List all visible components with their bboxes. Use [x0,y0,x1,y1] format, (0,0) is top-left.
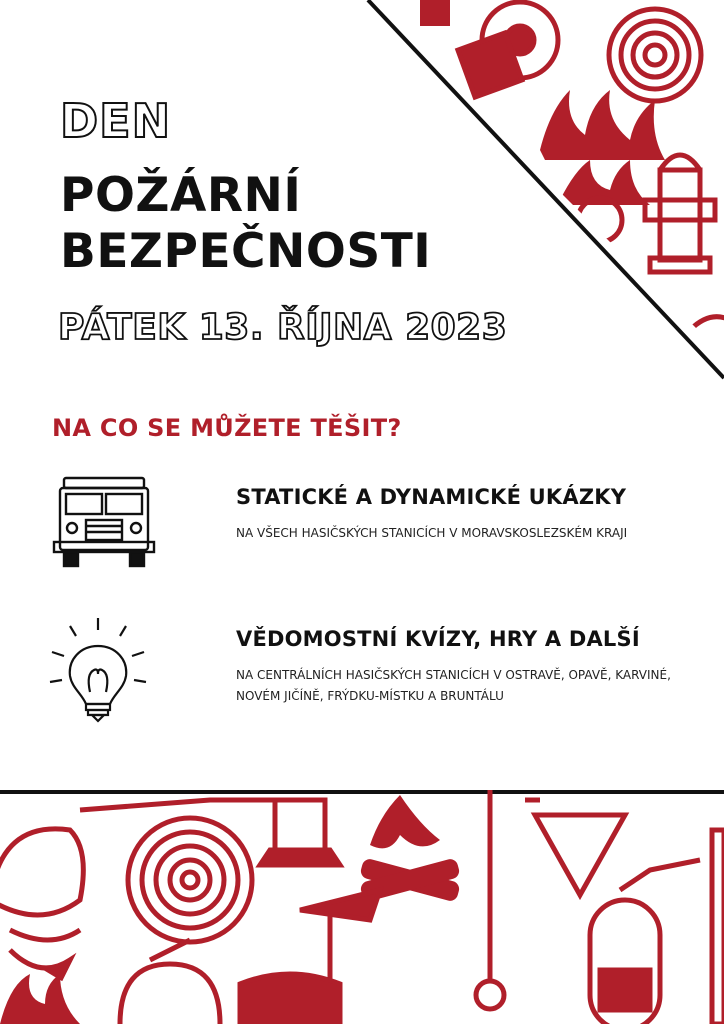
section-heading: NA CO SE MŮŽETE TĚŠIT? [52,414,402,442]
feature-description: NA VŠECH HASIČSKÝCH STANICÍCH V MORAVSKOSLEZSKÉM KRAJI [236,526,628,540]
feature-item [236,485,676,544]
fire-alarm-icon [260,800,340,865]
feature-item [236,627,676,707]
fire-truck-icon [50,470,158,570]
title-line-1: POŽÁRNÍ [60,168,302,223]
fire-hose-icon [80,800,290,942]
pipe-icon [420,0,450,26]
alarm-bell-icon [476,981,504,1009]
title-line-2: BEZPEČNOSTI [60,224,432,279]
bell-icon [240,974,340,1024]
bottom-decoration-panel [0,790,724,1024]
page-title [60,168,431,280]
extinguisher-small-icon [120,940,220,1024]
feature-title: STATICKÉ A DYNAMICKÉ UKÁZKY [236,485,627,509]
title-prefix: DEN [60,94,172,148]
flames-icon [0,974,80,1024]
flames-icon [540,90,665,205]
firefighter-helmet-icon [0,829,83,980]
warning-triangle-icon [525,800,625,895]
campfire-icon [359,795,461,903]
event-date: PÁTEK 13. ŘÍJNA 2023 [58,307,508,348]
fire-hydrant-icon [645,155,715,272]
light-bulb-icon [44,612,152,724]
feature-description: NA CENTRÁLNÍCH HASIČSKÝCH STANICÍCH V OSTRAVĚ, OPAVĚ, KARVINÉ, NOVÉM JIČÍNĚ, FRÝDKU-MÍSTKU A BRUNTÁLU [236,668,671,703]
feature-title: VĚDOMOSTNÍ KVÍZY, HRY A DALŠÍ [236,627,640,651]
fire-extinguisher-icon [590,860,700,1024]
fire-hose-icon [609,9,701,101]
